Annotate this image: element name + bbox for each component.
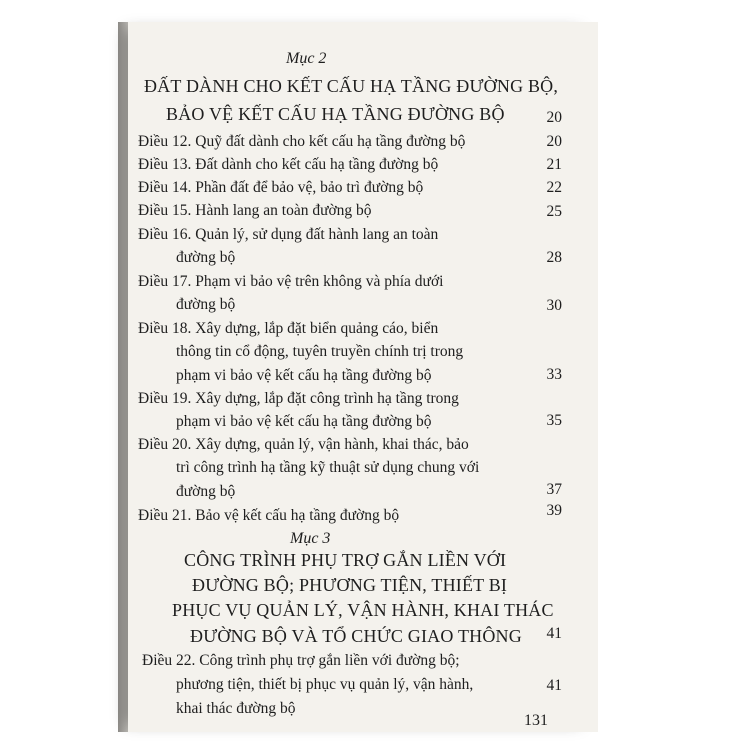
page-number-ref: 22 <box>546 179 562 196</box>
toc-entry-continuation: đường bộ <box>176 296 236 313</box>
toc-entry-continuation: đường bộ <box>176 483 236 500</box>
page-number-ref: 20 <box>546 109 562 126</box>
toc-page <box>128 22 598 732</box>
toc-entry-continuation: trì công trình hạ tầng kỹ thuật sử dụng chung với <box>176 459 480 476</box>
toc-entry: Điều 18. Xây dựng, lắp đặt biển quảng cáo, biển <box>138 320 439 337</box>
toc-entry: Điều 15. Hành lang an toàn đường bộ <box>138 202 372 219</box>
section-title-line: CÔNG TRÌNH PHỤ TRỢ GẮN LIỀN VỚI <box>184 550 507 570</box>
toc-entry: Điều 21. Bảo vệ kết cấu hạ tầng đường bộ <box>138 507 400 524</box>
page-number-ref: 37 <box>546 481 562 498</box>
section-title-line: ĐƯỜNG BỘ VÀ TỔ CHỨC GIAO THÔNG <box>190 626 522 646</box>
toc-entry: Điều 16. Quản lý, sử dụng đất hành lang an toàn <box>138 226 439 243</box>
toc-entry: Điều 17. Phạm vi bảo vệ trên không và phía dưới <box>138 273 444 290</box>
toc-entry-continuation: khai thác đường bộ <box>176 700 296 717</box>
page-number-ref: 21 <box>546 156 562 173</box>
page-number-ref: 35 <box>546 412 562 429</box>
page-number-ref: 33 <box>546 366 562 383</box>
section-label: Mục 2 <box>286 50 327 67</box>
page-number-ref: 30 <box>546 297 562 314</box>
section-title-line: ĐƯỜNG BỘ; PHƯƠNG TIỆN, THIẾT BỊ <box>192 575 508 595</box>
page-number-ref: 39 <box>546 502 562 519</box>
page-footer-number: 131 <box>524 712 548 729</box>
section-title-line: ĐẤT DÀNH CHO KẾT CẤU HẠ TẦNG ĐƯỜNG BỘ, <box>144 76 559 96</box>
section-label: Mục 3 <box>290 530 331 547</box>
toc-entry-continuation: phạm vi bảo vệ kết cấu hạ tầng đường bộ <box>176 367 432 384</box>
toc-entry: Điều 22. Công trình phụ trợ gắn liền với đường bộ; <box>142 652 460 669</box>
toc-entry-continuation: thông tin cổ động, tuyên truyền chính trị trong <box>176 343 464 360</box>
toc-entry: Điều 14. Phần đất để bảo vệ, bảo trì đường bộ <box>138 179 424 196</box>
page-number-ref: 28 <box>546 249 562 266</box>
toc-entry: Điều 12. Quỹ đất dành cho kết cấu hạ tầng đường bộ <box>138 133 466 150</box>
section-title-line: PHỤC VỤ QUẢN LÝ, VẬN HÀNH, KHAI THÁC <box>172 600 554 620</box>
page-number-ref: 25 <box>546 203 562 220</box>
page-number-ref: 20 <box>546 133 562 150</box>
toc-entry-continuation: phương tiện, thiết bị phục vụ quản lý, vận hành, <box>176 676 474 693</box>
toc-entry-continuation: phạm vi bảo vệ kết cấu hạ tầng đường bộ <box>176 413 432 430</box>
toc-entry: Điều 20. Xây dựng, quản lý, vận hành, khai thác, bảo <box>138 436 469 453</box>
page-number-ref: 41 <box>546 677 562 694</box>
section-title-line: BẢO VỆ KẾT CẤU HẠ TẦNG ĐƯỜNG BỘ <box>166 104 505 124</box>
page-number-ref: 41 <box>546 625 562 642</box>
toc-entry-continuation: đường bộ <box>176 249 236 266</box>
toc-entry: Điều 19. Xây dựng, lắp đặt công trình hạ tầng trong <box>138 390 459 407</box>
toc-entry: Điều 13. Đất dành cho kết cấu hạ tầng đường bộ <box>138 156 439 173</box>
